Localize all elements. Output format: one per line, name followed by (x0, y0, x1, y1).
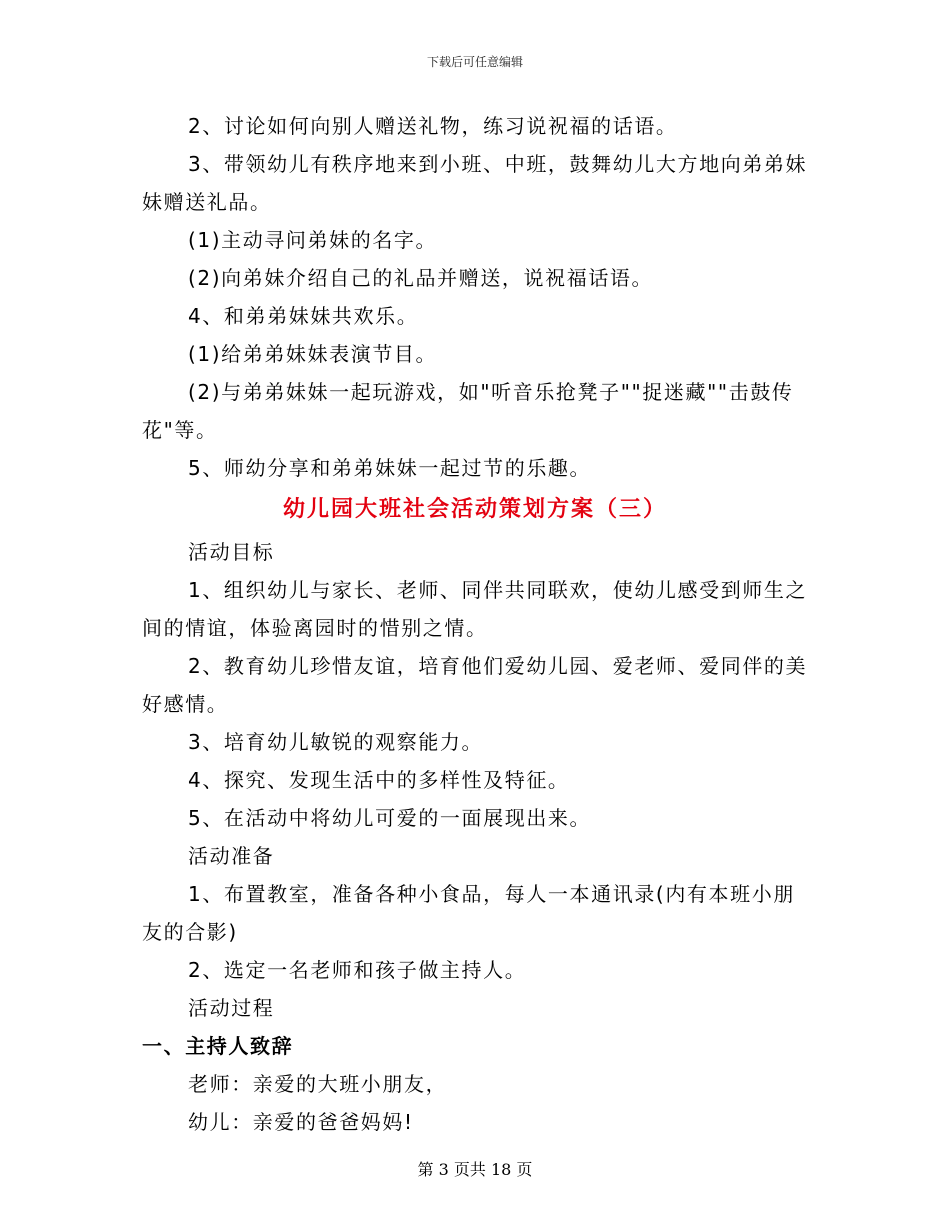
paragraph: (2)与弟弟妹妹一起玩游戏，如"听音乐抢凳子""捉迷藏""击鼓传花"等。 (142, 380, 794, 442)
paragraph: 2、讨论如何向别人赠送礼物，练习说祝福的话语。 (188, 114, 678, 138)
paragraph: 4、和弟弟妹妹共欢乐。 (188, 304, 419, 328)
paragraph: (1)给弟弟妹妹表演节目。 (188, 342, 438, 366)
goal-item: 2、教育幼儿珍惜友谊，培育他们爱幼儿园、爱老师、爱同伴的美好感情。 (142, 654, 808, 716)
goal-heading: 活动目标 (188, 540, 275, 564)
prep-item: 1、布置教室，准备各种小食品，每人一本通讯录(内有本班小朋友的合影) (142, 882, 795, 944)
dialogue-line: 老师：亲爱的大班小朋友， (188, 1072, 448, 1096)
prep-item: 2、选定一名老师和孩子做主持人。 (188, 958, 527, 982)
goal-item: 4、探究、发现生活中的多样性及特征。 (188, 768, 570, 792)
paragraph: (2)向弟妹介绍自己的礼品并赠送，说祝福话语。 (188, 266, 654, 290)
goal-item: 3、培育幼儿敏锐的观察能力。 (188, 730, 484, 754)
dialogue-line: 幼儿：亲爱的爸爸妈妈! (188, 1110, 414, 1134)
paragraph: 5、师幼分享和弟弟妹妹一起过节的乐趣。 (188, 456, 592, 480)
prep-heading: 活动准备 (188, 844, 275, 868)
page-footer: 第 3 页共 18 页 (417, 1160, 533, 1179)
document-body (142, 107, 808, 1141)
section-title: 幼儿园大班社会活动策划方案（三） (282, 497, 667, 522)
step-heading: 一、主持人致辞 (142, 1034, 294, 1058)
goal-item: 1、组织幼儿与家长、老师、同伴共同联欢，使幼儿感受到师生之间的情谊，体验离园时的惜别之情。 (142, 578, 808, 640)
page-header: 下载后可任意编辑 (426, 55, 523, 69)
paragraph: 3、带领幼儿有秩序地来到小班、中班，鼓舞幼儿大方地向弟弟妹妹赠送礼品。 (142, 152, 808, 214)
goal-item: 5、在活动中将幼儿可爱的一面展现出来。 (188, 806, 592, 830)
paragraph: (1)主动寻问弟妹的名字。 (188, 228, 438, 252)
process-heading: 活动过程 (188, 996, 275, 1020)
